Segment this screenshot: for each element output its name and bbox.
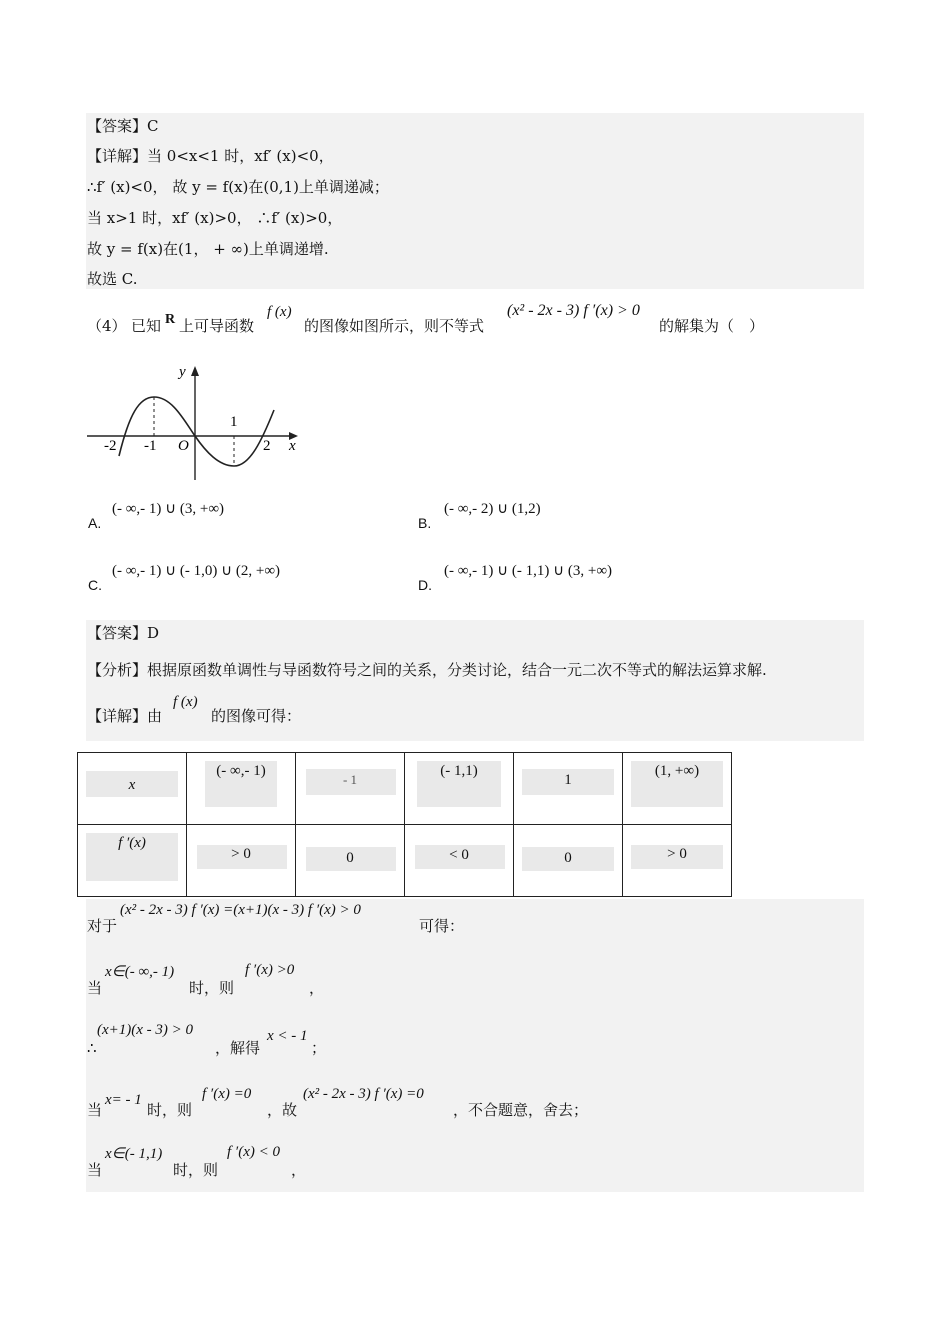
answer-line <box>87 623 159 643</box>
option-value: (- ∞,- 1) ∪ (- 1,1) ∪ (3, +∞) <box>444 563 613 579</box>
table-cell: (1, +∞) <box>623 753 732 825</box>
fx-expression: f (x) <box>173 694 198 710</box>
detail-line-4: 故 y = f(x)在(1， + ∞)上单调递增. <box>87 240 329 258</box>
answer-block-1 <box>86 113 864 289</box>
solution-line-5: 当 x∈(- 1,1) 时，则 f ′(x) < 0 ， <box>87 1144 307 1179</box>
math-expression: (x² - 2x - 3) f ′(x) =(x+1)(x - 3) f ′(x) > 0 <box>120 902 361 918</box>
tick-label: -2 <box>104 438 117 454</box>
solution-line-4: 当 x= - 1 时，则 f ′(x) =0 ，故 (x² - 2x - 3) f ′(x) =0 ，不合题意，舍去； <box>87 1086 589 1119</box>
detail-line-1 <box>87 146 334 166</box>
question-number: （4） <box>87 317 127 335</box>
math-expression: x∈(- ∞,- 1) <box>105 964 175 980</box>
solution-line-2: 当 x∈(- ∞,- 1) 时，则 f ′(x) >0 ， <box>87 962 325 997</box>
R-symbol: R <box>165 312 176 327</box>
table-cell: 0 <box>514 825 623 897</box>
solution-line-1: 对于 (x² - 2x - 3) f ′(x) =(x+1)(x - 3) f ′(x) > 0 可得： <box>87 902 465 935</box>
answer-label: 【答案】 <box>87 117 148 135</box>
option-label: D. <box>418 577 432 593</box>
question-text-a: 已知 <box>131 317 162 335</box>
fx-expression: f (x) <box>267 304 292 320</box>
analysis-text: 根据原函数单调性与导函数符号之间的关系，分类讨论，结合一元二次不等式的解法运算求解. <box>147 661 767 679</box>
detail-pre: 由 <box>147 707 163 725</box>
table-cell: > 0 <box>623 825 732 897</box>
tick-label: -1 <box>144 438 157 454</box>
table-cell: x <box>78 753 187 825</box>
option-value: (- ∞,- 1) ∪ (- 1,0) ∪ (2, +∞) <box>112 563 281 579</box>
math-expression: x= - 1 <box>105 1092 142 1108</box>
table-cell: > 0 <box>187 825 296 897</box>
table-cell: (- 1,1) <box>405 753 514 825</box>
math-expression: (x² - 2x - 3) f ′(x) =0 <box>303 1086 424 1102</box>
analysis-label: 【分析】 <box>87 661 148 679</box>
option-label: B. <box>418 515 432 531</box>
y-axis-arrow-icon <box>191 366 199 376</box>
math-expression: x∈(- 1,1) <box>105 1146 163 1162</box>
answer-value: C <box>147 117 159 135</box>
answer-line <box>87 116 159 136</box>
question-stem <box>87 300 867 340</box>
math-expression: f ′(x) < 0 <box>227 1144 280 1160</box>
detail-line-2: ∴f′ (x)<0， 故 y = f(x)在(0,1)上单调递减； <box>87 178 389 196</box>
analysis-line <box>87 660 767 680</box>
detail-post: 的图像可得： <box>211 707 302 725</box>
option-value: (- ∞,- 1) ∪ (3, +∞) <box>112 501 225 517</box>
tick-label: 2 <box>263 438 271 454</box>
detail-line-5: 故选 C. <box>87 270 138 288</box>
table-row <box>78 825 732 897</box>
option-label: A. <box>88 515 102 531</box>
math-expression: x < - 1 <box>267 1028 308 1044</box>
table-cell: 1 <box>514 753 623 825</box>
table-cell: - 1 <box>296 753 405 825</box>
function-curve <box>119 397 274 466</box>
y-axis-label: y <box>179 364 186 380</box>
origin-label: O <box>178 438 189 454</box>
math-expression: (x+1)(x - 3) > 0 <box>97 1022 194 1038</box>
sign-table <box>77 752 732 897</box>
detail-label: 【详解】 <box>87 147 148 165</box>
inequality-expression: (x² - 2x - 3) f ′(x) > 0 <box>507 302 640 319</box>
question-text-b: 上可导函数 <box>179 317 255 335</box>
table-cell: < 0 <box>405 825 514 897</box>
table-cell: (- ∞,- 1) <box>187 753 296 825</box>
solution-line-3: ∴ (x+1)(x - 3) > 0 ，解得 x < - 1 ； <box>87 1022 327 1057</box>
function-graph <box>84 360 314 485</box>
question-text-d: 的解集为（ ） <box>659 317 765 335</box>
detail-line-3: 当 x>1 时，xf′ (x)>0， ∴f′ (x)>0， <box>87 209 343 227</box>
table-cell: 0 <box>296 825 405 897</box>
tick-label: 1 <box>230 414 238 430</box>
option-label: C. <box>88 577 102 593</box>
option-value: (- ∞,- 2) ∪ (1,2) <box>444 501 541 517</box>
answer-label: 【答案】 <box>87 624 148 642</box>
math-expression: f ′(x) =0 <box>202 1086 252 1102</box>
answer-value: D <box>147 624 160 642</box>
question-text-c: 的图像如图所示，则不等式 <box>304 317 485 335</box>
detail-label: 【详解】 <box>87 707 148 725</box>
detail-text: 当 0<x<1 时，xf′ (x)<0， <box>147 147 334 165</box>
math-expression: f ′(x) >0 <box>245 962 295 978</box>
x-axis-label: x <box>289 438 296 454</box>
table-cell: f ′(x) <box>78 825 187 897</box>
detail-line <box>87 690 487 730</box>
table-row <box>78 753 732 825</box>
